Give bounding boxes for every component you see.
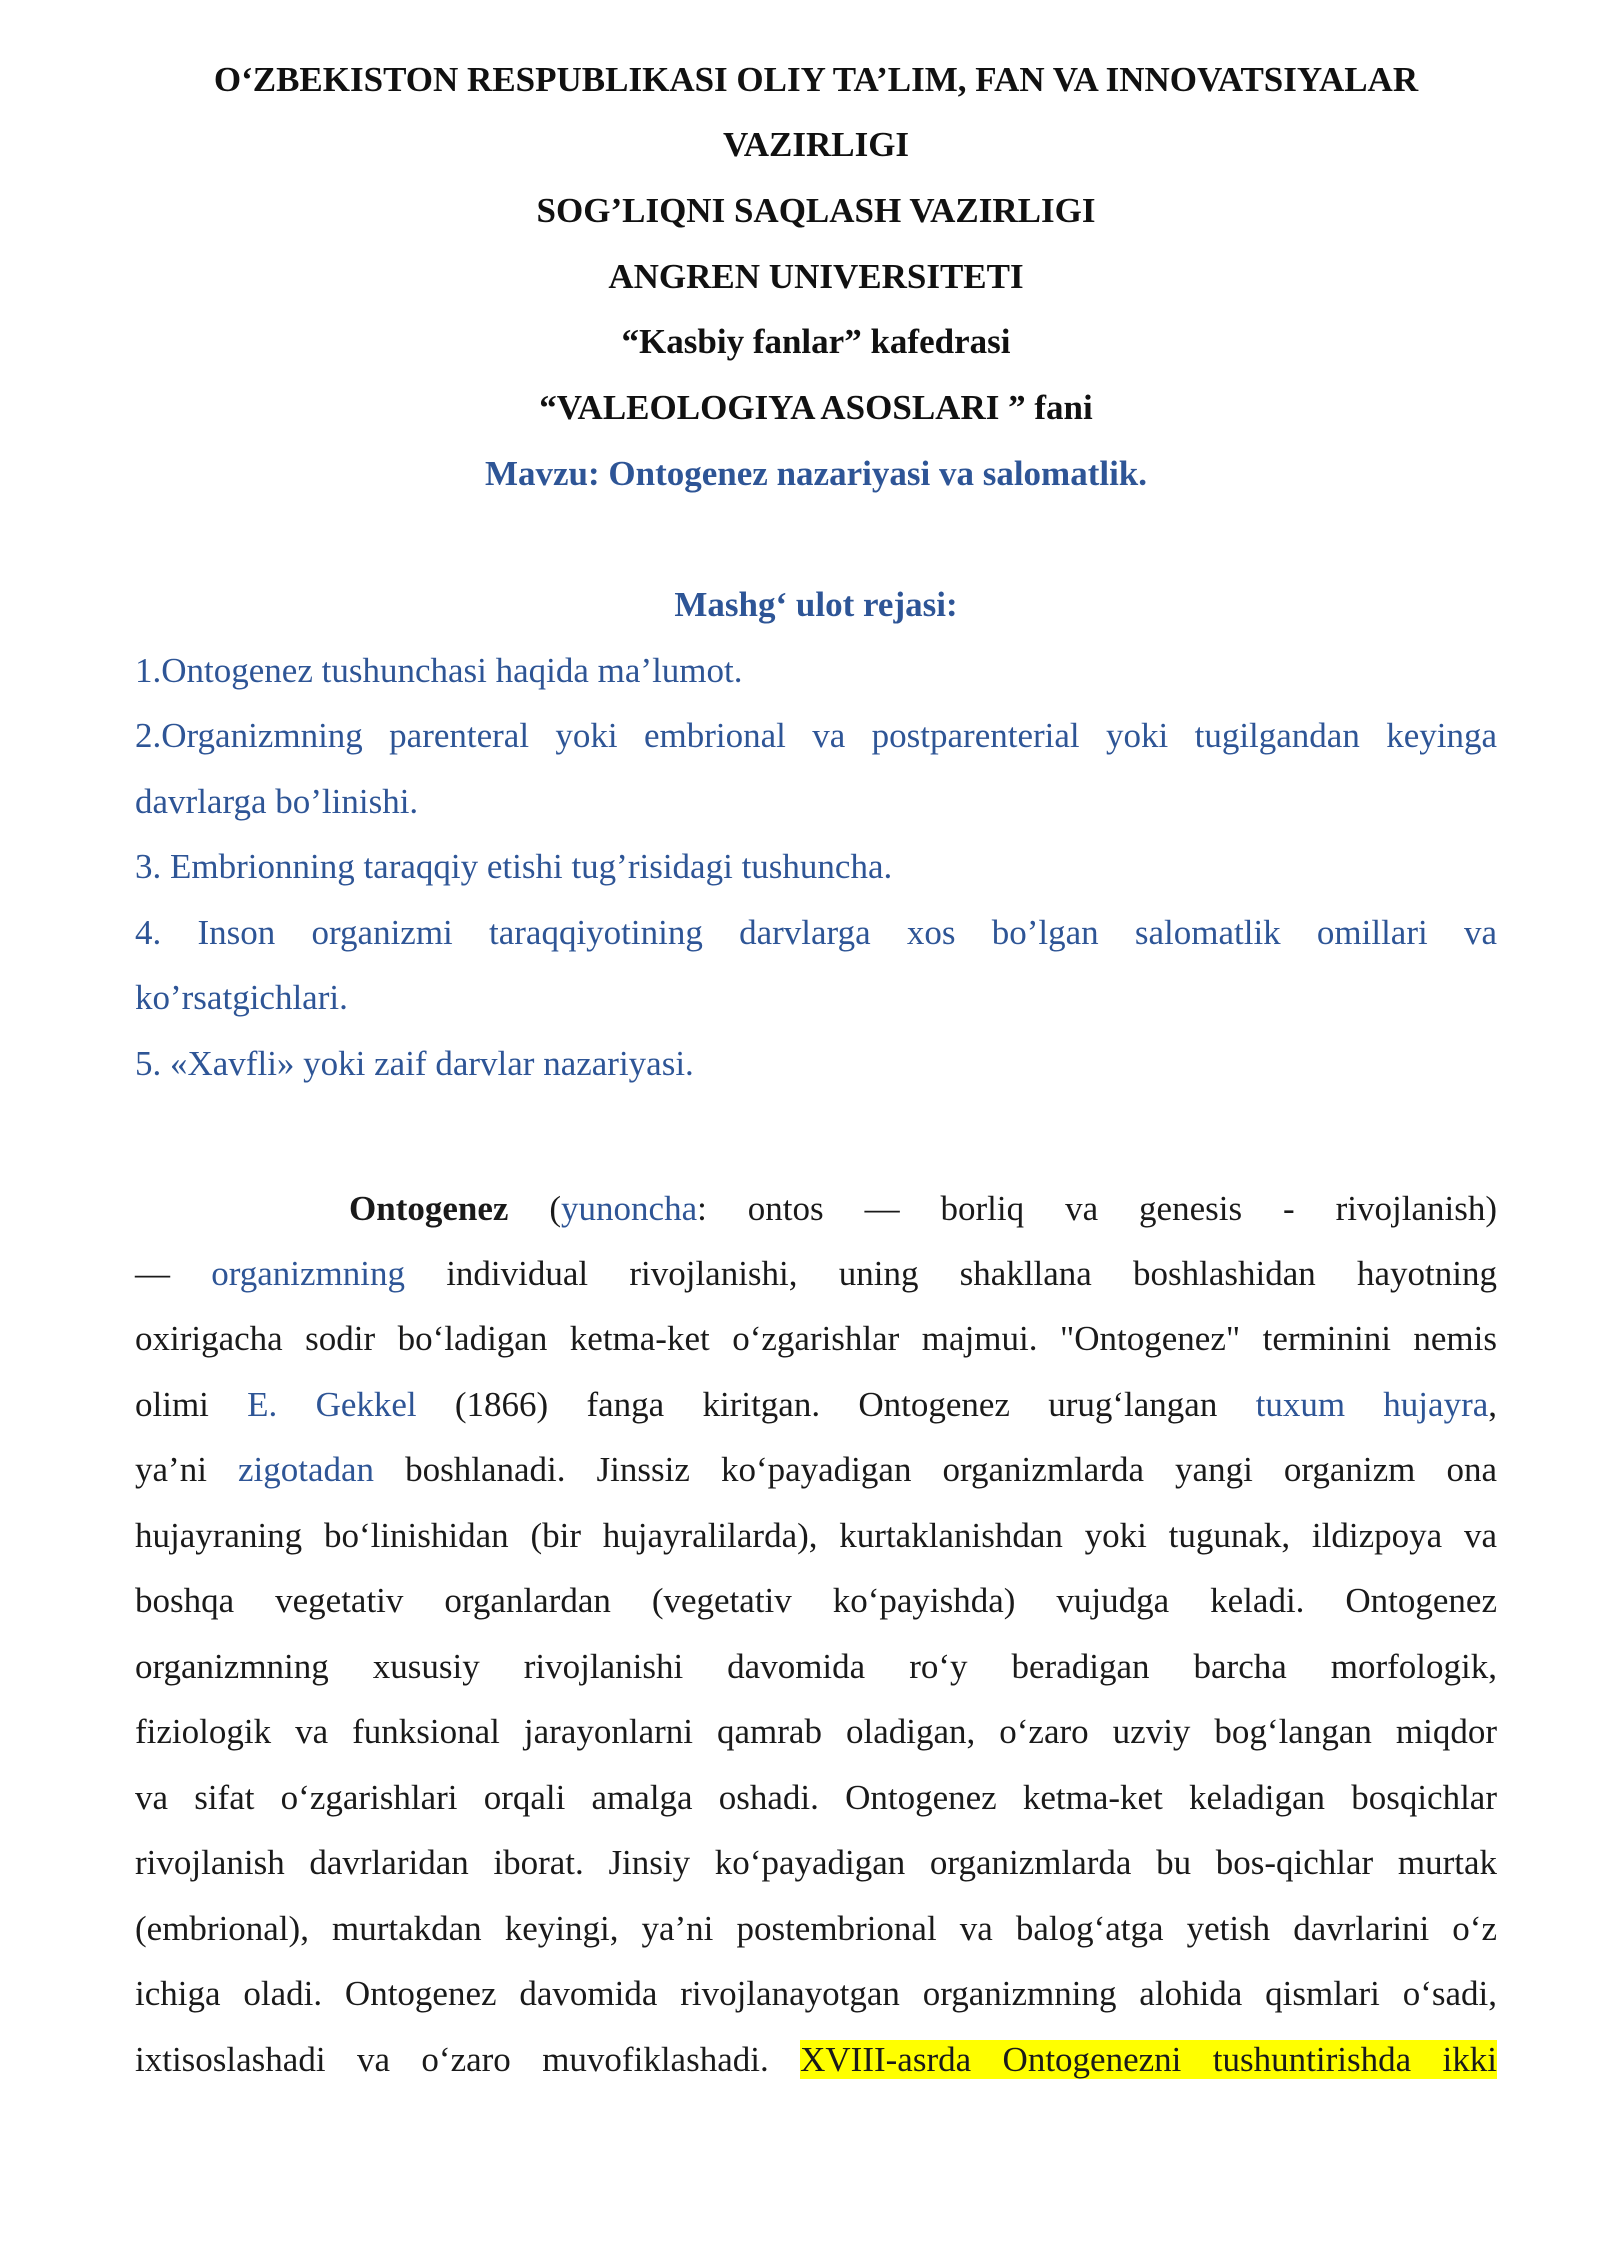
body-line-13: ichiga oladi. Ontogenez davomida rivojlanayotgan organizmning alohida qismlari o‘sadi, [135, 1974, 1497, 2013]
link-organizmning[interactable]: organizmning [211, 1254, 405, 1293]
body-line-1: Ontogenez (yunoncha: ontos — borliq va genesis - rivojlanish) [349, 1189, 1497, 1228]
link-yunoncha[interactable]: yunoncha [561, 1189, 698, 1228]
body-line-11: rivojlanish davrlaridan iborat. Jinsiy ko‘payadigan organizmlarda bu bos-qichlar murtak [135, 1843, 1497, 1882]
body-line-8: organizmning xususiy rivojlanishi davomida ro‘y beradigan barcha morfologik, [135, 1647, 1497, 1686]
term-ontogenez: Ontogenez [349, 1189, 509, 1228]
plan-title: Mashg‘ ulot rejasi: [674, 585, 958, 624]
body-line-14: ixtisoslashadi va o‘zaro muvofiklashadi. XVIII-asrda Ontogenezni tushuntirishda ikki [135, 2040, 1497, 2079]
ministry-title: O‘ZBEKISTON RESPUBLIKASI OLIY TA’LIM, FAN VA INNOVATSIYALAR [213, 60, 1419, 99]
link-e-gekkel[interactable]: E. Gekkel [247, 1385, 417, 1424]
highlighted-text: XVIII-asrda Ontogenezni tushuntirishda ikki [800, 2040, 1497, 2079]
plan-item-4-cont: ko’rsatgichlari. [135, 978, 348, 1017]
body-line-12: (embrional), murtakdan keyingi, ya’ni postembrional va balog‘atga yetish davrlarini o‘z [135, 1909, 1497, 1948]
plan-item-1: 1.Ontogenez tushunchasi haqida ma’lumot. [135, 651, 743, 690]
plan-item-2: 2.Organizmning parenteral yoki embrional va postparenterial yoki tugilgandan keyinga [135, 716, 1497, 755]
body-line-9: fiziologik va funksional jarayonlarni qamrab oladigan, o‘zaro uzviy bog‘langan miqdor [135, 1712, 1497, 1751]
body-line-5: ya’ni zigotadan boshlanadi. Jinssiz ko‘payadigan organizmlarda yangi organizm ona [135, 1450, 1497, 1489]
department-name: “Kasbiy fanlar” kafedrasi [621, 322, 1011, 361]
health-ministry-title: SOG’LIQNI SAQLASH VAZIRLIGI [536, 191, 1096, 230]
ministry-title-cont: VAZIRLIGI [722, 125, 910, 164]
topic-title: Mavzu: Ontogenez nazariyasi va salomatlik. [484, 454, 1148, 493]
plan-item-3: 3. Embrionning taraqqiy etishi tug’risidagi tushuncha. [135, 847, 893, 886]
body-line-6: hujayraning bo‘linishidan (bir hujayralilarda), kurtaklanishdan yoki tugunak, ildizpoya va [135, 1516, 1497, 1555]
plan-item-4: 4. Inson organizmi taraqqiyotining darvlarga xos bo’lgan salomatlik omillari va [135, 913, 1497, 952]
university-name: ANGREN UNIVERSITETI [608, 257, 1024, 296]
link-zigotadan[interactable]: zigotadan [237, 1450, 375, 1489]
body-line-7: boshqa vegetativ organlardan (vegetativ ko‘payishda) vujudga keladi. Ontogenez [135, 1581, 1497, 1620]
body-line-10: va sifat o‘zgarishlari orqali amalga oshadi. Ontogenez ketma-ket keladigan bosqichlar [135, 1778, 1497, 1817]
body-line-2: — organizmning individual rivojlanishi, uning shakllana boshlashidan hayotning [135, 1254, 1497, 1293]
plan-item-2-cont: davrlarga bo’linishi. [135, 782, 419, 821]
subject-name: “VALEOLOGIYA ASOSLARI ” fani [539, 388, 1093, 427]
body-line-3: oxirigacha sodir bo‘ladigan ketma-ket o‘zgarishlar majmui. "Ontogenez" terminini nemis [135, 1319, 1497, 1358]
plan-item-5: 5. «Xavfli» yoki zaif darvlar nazariyasi. [135, 1044, 694, 1083]
link-tuxum-hujayra[interactable]: tuxum hujayra [1255, 1385, 1489, 1424]
body-line-4: olimi E. Gekkel (1866) fanga kiritgan. Ontogenez urug‘langan tuxum hujayra, [135, 1385, 1498, 1424]
